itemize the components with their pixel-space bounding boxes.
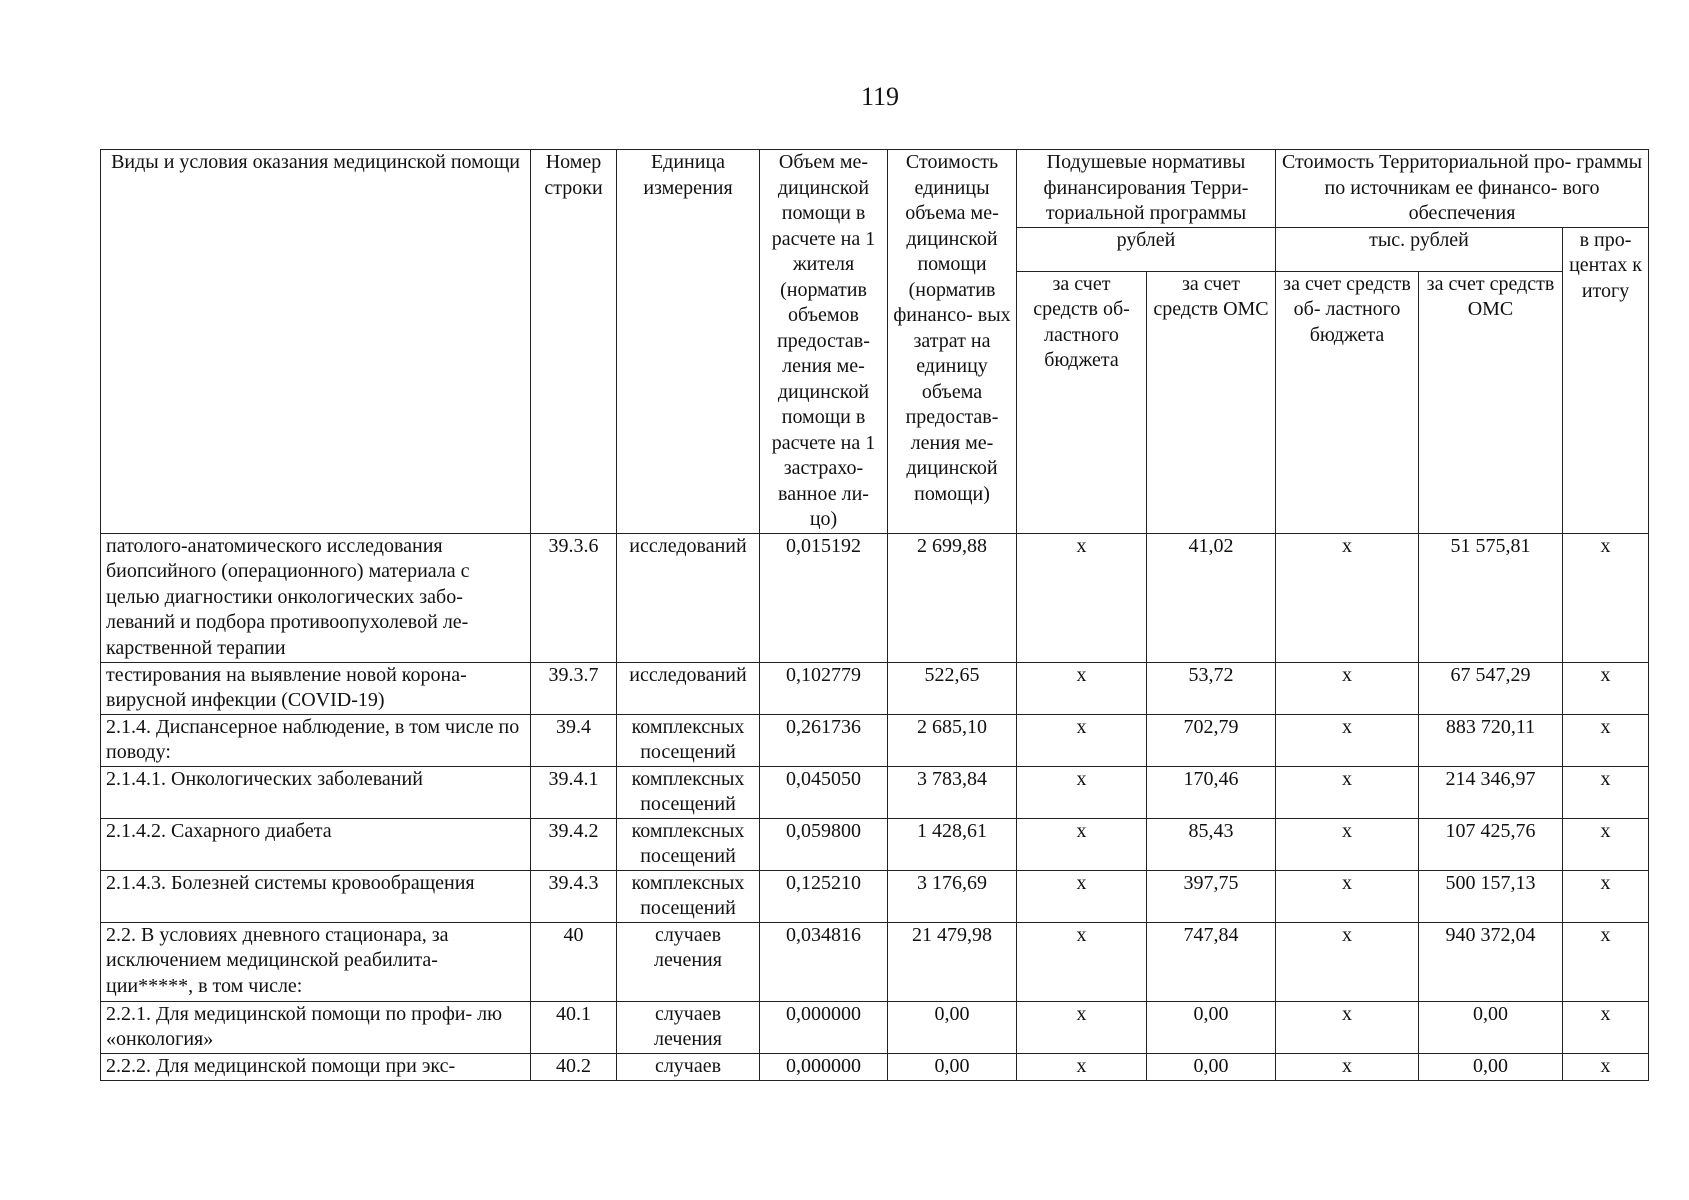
row-name: 2.1.4.2. Сахарного диабета xyxy=(101,818,531,870)
header-type: Виды и условия оказания медицинской помощи xyxy=(101,150,531,534)
row-total-budget: x xyxy=(1276,533,1419,662)
row-volume: 0,125210 xyxy=(760,870,888,922)
row-volume: 0,034816 xyxy=(760,922,888,1001)
row-total-oms: 214 346,97 xyxy=(1419,766,1563,818)
row-percent: x xyxy=(1563,714,1649,766)
row-number: 39.4.3 xyxy=(531,870,617,922)
header-unit-thous-rub: тыс. рублей xyxy=(1276,227,1563,271)
row-total-budget: x xyxy=(1276,714,1419,766)
table-row xyxy=(101,662,1649,714)
row-percapita-oms: 53,72 xyxy=(1147,662,1276,714)
header-percapita-group: Подушевые нормативы финансирования Терри- ториальной программы xyxy=(1017,150,1276,228)
header-total-group: Стоимость Территориальной про- граммы по источникам ее финансо- вого обеспечения xyxy=(1276,150,1649,228)
row-unit: случаев лечения xyxy=(617,1001,760,1053)
row-percent: x xyxy=(1563,1001,1649,1053)
row-name: 2.2.2. Для медицинской помощи при экс- xyxy=(101,1053,531,1080)
row-total-oms: 107 425,76 xyxy=(1419,818,1563,870)
row-name: патолого-анатомического исследования биопсийного (операционного) материала с целью диагностики онкологических забо- леваний и подбора противоопухолевой ле- карственной терапии xyxy=(101,533,531,662)
row-total-oms: 0,00 xyxy=(1419,1053,1563,1080)
row-number: 40.2 xyxy=(531,1053,617,1080)
row-cost: 21 479,98 xyxy=(888,922,1017,1001)
row-volume: 0,000000 xyxy=(760,1001,888,1053)
row-total-budget: x xyxy=(1276,662,1419,714)
header-percapita-budget: за счет средств об- ластного бюджета xyxy=(1017,271,1147,533)
row-percapita-oms: 0,00 xyxy=(1147,1001,1276,1053)
row-volume: 0,102779 xyxy=(760,662,888,714)
row-percapita-oms: 0,00 xyxy=(1147,1053,1276,1080)
row-percapita-budget: x xyxy=(1017,1053,1147,1080)
header-percapita-oms: за счет средств ОМС xyxy=(1147,271,1276,533)
row-volume: 0,059800 xyxy=(760,818,888,870)
row-total-budget: x xyxy=(1276,870,1419,922)
row-percapita-oms: 702,79 xyxy=(1147,714,1276,766)
row-unit: комплексных посещений xyxy=(617,714,760,766)
row-percapita-oms: 747,84 xyxy=(1147,922,1276,1001)
row-percapita-budget: x xyxy=(1017,870,1147,922)
row-total-budget: x xyxy=(1276,818,1419,870)
financing-table xyxy=(100,149,1649,1081)
row-percent: x xyxy=(1563,818,1649,870)
row-cost: 0,00 xyxy=(888,1053,1017,1080)
row-total-budget: x xyxy=(1276,922,1419,1001)
row-volume: 0,045050 xyxy=(760,766,888,818)
row-number: 39.3.6 xyxy=(531,533,617,662)
table-row xyxy=(101,766,1649,818)
row-name: тестирования на выявление новой корона- вирусной инфекции (COVID-19) xyxy=(101,662,531,714)
row-percapita-budget: x xyxy=(1017,766,1147,818)
row-unit: комплексных посещений xyxy=(617,870,760,922)
row-number: 40 xyxy=(531,922,617,1001)
row-total-budget: x xyxy=(1276,1001,1419,1053)
row-number: 40.1 xyxy=(531,1001,617,1053)
table-row xyxy=(101,1001,1649,1053)
table-row xyxy=(101,533,1649,662)
row-number: 39.4.2 xyxy=(531,818,617,870)
row-total-oms: 67 547,29 xyxy=(1419,662,1563,714)
table-row xyxy=(101,1053,1649,1080)
row-percapita-oms: 170,46 xyxy=(1147,766,1276,818)
row-percent: x xyxy=(1563,870,1649,922)
row-unit: комплексных посещений xyxy=(617,766,760,818)
table-row xyxy=(101,818,1649,870)
header-unit: Единица измерения xyxy=(617,150,760,534)
header-cost: Стоимость единицы объема ме- дицинской помощи (норматив финансо- вых затрат на единицу объема предостав- ления ме- дицинской помощи) xyxy=(888,150,1017,534)
row-number: 39.4 xyxy=(531,714,617,766)
row-volume: 0,015192 xyxy=(760,533,888,662)
row-name: 2.1.4. Диспансерное наблюдение, в том числе по поводу: xyxy=(101,714,531,766)
row-percent: x xyxy=(1563,766,1649,818)
header-row-number: Номер строки xyxy=(531,150,617,534)
row-unit: случаев xyxy=(617,1053,760,1080)
table-row xyxy=(101,870,1649,922)
table-row xyxy=(101,922,1649,1001)
row-cost: 3 783,84 xyxy=(888,766,1017,818)
row-percapita-budget: x xyxy=(1017,1001,1147,1053)
row-cost: 2 685,10 xyxy=(888,714,1017,766)
header-total-budget: за счет средств об- ластного бюджета xyxy=(1276,271,1419,533)
row-total-oms: 500 157,13 xyxy=(1419,870,1563,922)
row-unit: комплексных посещений xyxy=(617,818,760,870)
row-number: 39.4.1 xyxy=(531,766,617,818)
row-cost: 2 699,88 xyxy=(888,533,1017,662)
row-percent: x xyxy=(1563,1053,1649,1080)
row-total-oms: 883 720,11 xyxy=(1419,714,1563,766)
row-name: 2.2.1. Для медицинской помощи по профи- лю «онкология» xyxy=(101,1001,531,1053)
row-cost: 522,65 xyxy=(888,662,1017,714)
row-percapita-oms: 397,75 xyxy=(1147,870,1276,922)
row-percapita-oms: 85,43 xyxy=(1147,818,1276,870)
row-total-oms: 0,00 xyxy=(1419,1001,1563,1053)
row-total-oms: 940 372,04 xyxy=(1419,922,1563,1001)
row-unit: исследований xyxy=(617,533,760,662)
table-header xyxy=(101,150,1649,534)
row-cost: 0,00 xyxy=(888,1001,1017,1053)
row-total-budget: x xyxy=(1276,766,1419,818)
row-unit: исследований xyxy=(617,662,760,714)
header-total-oms: за счет средств ОМС xyxy=(1419,271,1563,533)
table-row xyxy=(101,714,1649,766)
row-percapita-budget: x xyxy=(1017,662,1147,714)
row-cost: 1 428,61 xyxy=(888,818,1017,870)
page-number: 119 xyxy=(860,82,900,111)
row-volume: 0,261736 xyxy=(760,714,888,766)
row-total-oms: 51 575,81 xyxy=(1419,533,1563,662)
row-volume: 0,000000 xyxy=(760,1053,888,1080)
row-cost: 3 176,69 xyxy=(888,870,1017,922)
table-body xyxy=(101,533,1649,1080)
row-total-budget: x xyxy=(1276,1053,1419,1080)
row-percapita-budget: x xyxy=(1017,533,1147,662)
row-number: 39.3.7 xyxy=(531,662,617,714)
row-name: 2.2. В условиях дневного стационара, за исключением медицинской реабилита- ции*****, в том числе: xyxy=(101,922,531,1001)
row-percent: x xyxy=(1563,922,1649,1001)
header-percent: в про- центах к итогу xyxy=(1563,227,1649,533)
row-percent: x xyxy=(1563,533,1649,662)
header-unit-rub: рублей xyxy=(1017,227,1276,271)
row-name: 2.1.4.1. Онкологических заболеваний xyxy=(101,766,531,818)
row-percapita-budget: x xyxy=(1017,818,1147,870)
row-percapita-budget: x xyxy=(1017,714,1147,766)
row-name: 2.1.4.3. Болезней системы кровообращения xyxy=(101,870,531,922)
row-percent: x xyxy=(1563,662,1649,714)
row-percapita-oms: 41,02 xyxy=(1147,533,1276,662)
row-percapita-budget: x xyxy=(1017,922,1147,1001)
row-unit: случаев лечения xyxy=(617,922,760,1001)
header-volume: Объем ме- дицинской помощи в расчете на 1 жителя (норматив объемов предостав- ления ме- дицинской помощи в расчете на 1 застрахо- ванное ли- цо) xyxy=(760,150,888,534)
